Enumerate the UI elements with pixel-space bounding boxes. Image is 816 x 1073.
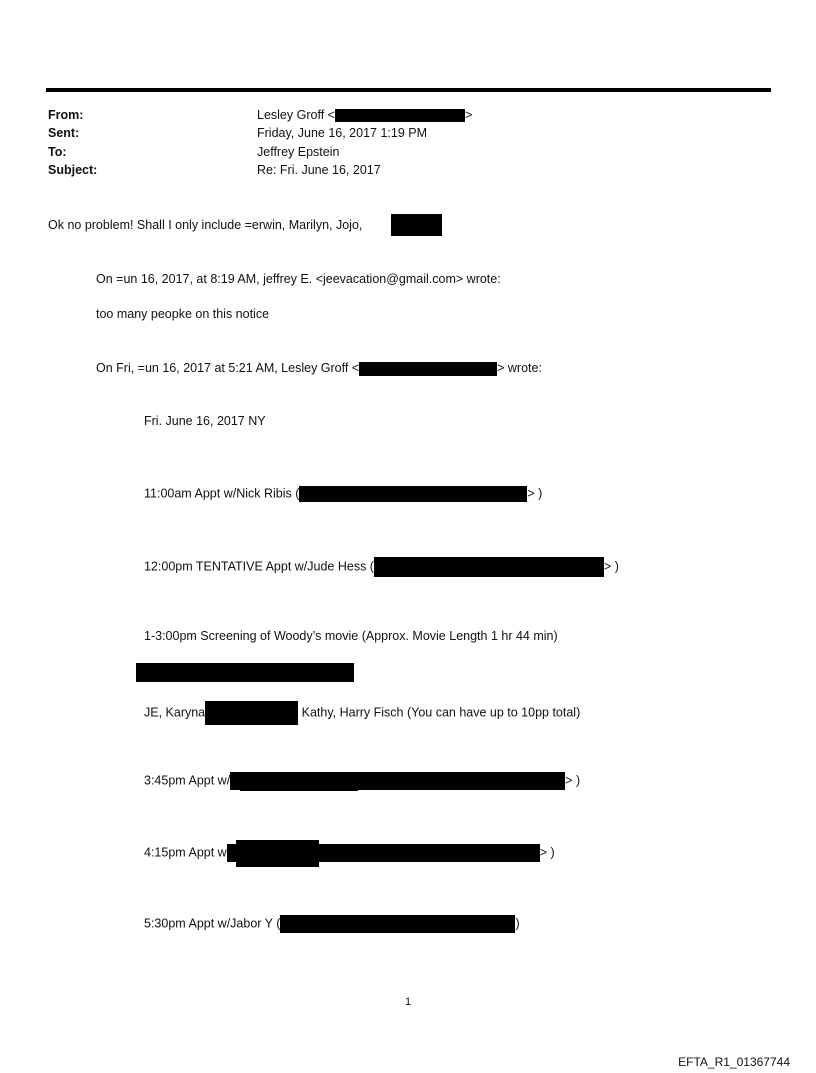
reply-line: Ok no problem! Shall I only include =erwin, Marilyn, Jojo,	[48, 218, 363, 232]
from-label: From:	[48, 108, 84, 122]
attendees-post: Kathy, Harry Fisch (You can have up to 10pp total)	[298, 705, 581, 720]
bates-number: EFTA_R1_01367744	[678, 1055, 790, 1069]
header-rule	[46, 88, 771, 92]
from-tail: >	[464, 108, 473, 122]
quote2-header	[96, 361, 542, 376]
from-value	[257, 108, 472, 123]
appointment-6	[144, 915, 520, 933]
redaction-box	[136, 663, 354, 682]
appointment-2	[144, 557, 619, 577]
to-label: To:	[48, 145, 67, 159]
quote2-header-pre: On Fri, =un 16, 2017 at 5:21 AM, Lesley Groff <	[96, 361, 360, 375]
subject-value: Re: Fri. June 16, 2017	[257, 163, 381, 177]
appointment-6-tail: )	[515, 916, 520, 931]
appointment-1	[144, 486, 542, 502]
redaction-box	[335, 109, 465, 122]
attendees-pre: JE, Karyna	[144, 705, 206, 720]
from-name: Lesley Groff <	[257, 108, 335, 122]
schedule-title: Fri. June 16, 2017 NY	[144, 414, 266, 428]
appointment-2-text: 12:00pm TENTATIVE Appt w/Jude Hess (	[144, 559, 374, 574]
subject-label: Subject:	[48, 163, 98, 177]
attendees-line	[144, 701, 580, 725]
to-value: Jeffrey Epstein	[257, 145, 340, 159]
appointment-1-text: 11:00am Appt w/Nick Ribis (	[144, 486, 300, 501]
appointment-5-tail: > )	[539, 845, 555, 860]
redaction-box	[299, 486, 527, 502]
redaction-box	[205, 701, 298, 725]
quote2-header-post: > wrote:	[497, 361, 542, 375]
redaction-box	[240, 774, 358, 791]
appointment-4	[144, 772, 580, 790]
page-number: 1	[404, 996, 412, 1008]
sent-value: Friday, June 16, 2017 1:19 PM	[257, 126, 428, 140]
appointment-3: 1-3:00pm Screening of Woody’s movie (Approx. Movie Length 1 hr 44 min)	[144, 629, 558, 643]
redaction-box	[236, 840, 319, 867]
appointment-4-text: 3:45pm Appt w/	[144, 773, 231, 788]
quote1-header: On =un 16, 2017, at 8:19 AM, jeffrey E. <jeevacation@gmail.com> wrote:	[96, 272, 501, 286]
redaction-box	[359, 362, 497, 376]
redaction-box	[280, 915, 515, 933]
appointment-4-tail: > )	[565, 773, 581, 788]
appointment-5	[144, 844, 555, 862]
appointment-2-tail: > )	[603, 559, 619, 574]
quote1-text: too many peopke on this notice	[96, 307, 270, 321]
appointment-1-tail: > )	[527, 486, 543, 501]
redaction-box	[374, 557, 604, 577]
redaction-box	[391, 214, 442, 236]
sent-label: Sent:	[48, 126, 80, 140]
appointment-5-text: 4:15pm Appt w	[144, 845, 227, 860]
appointment-6-text: 5:30pm Appt w/Jabor Y (	[144, 916, 281, 931]
